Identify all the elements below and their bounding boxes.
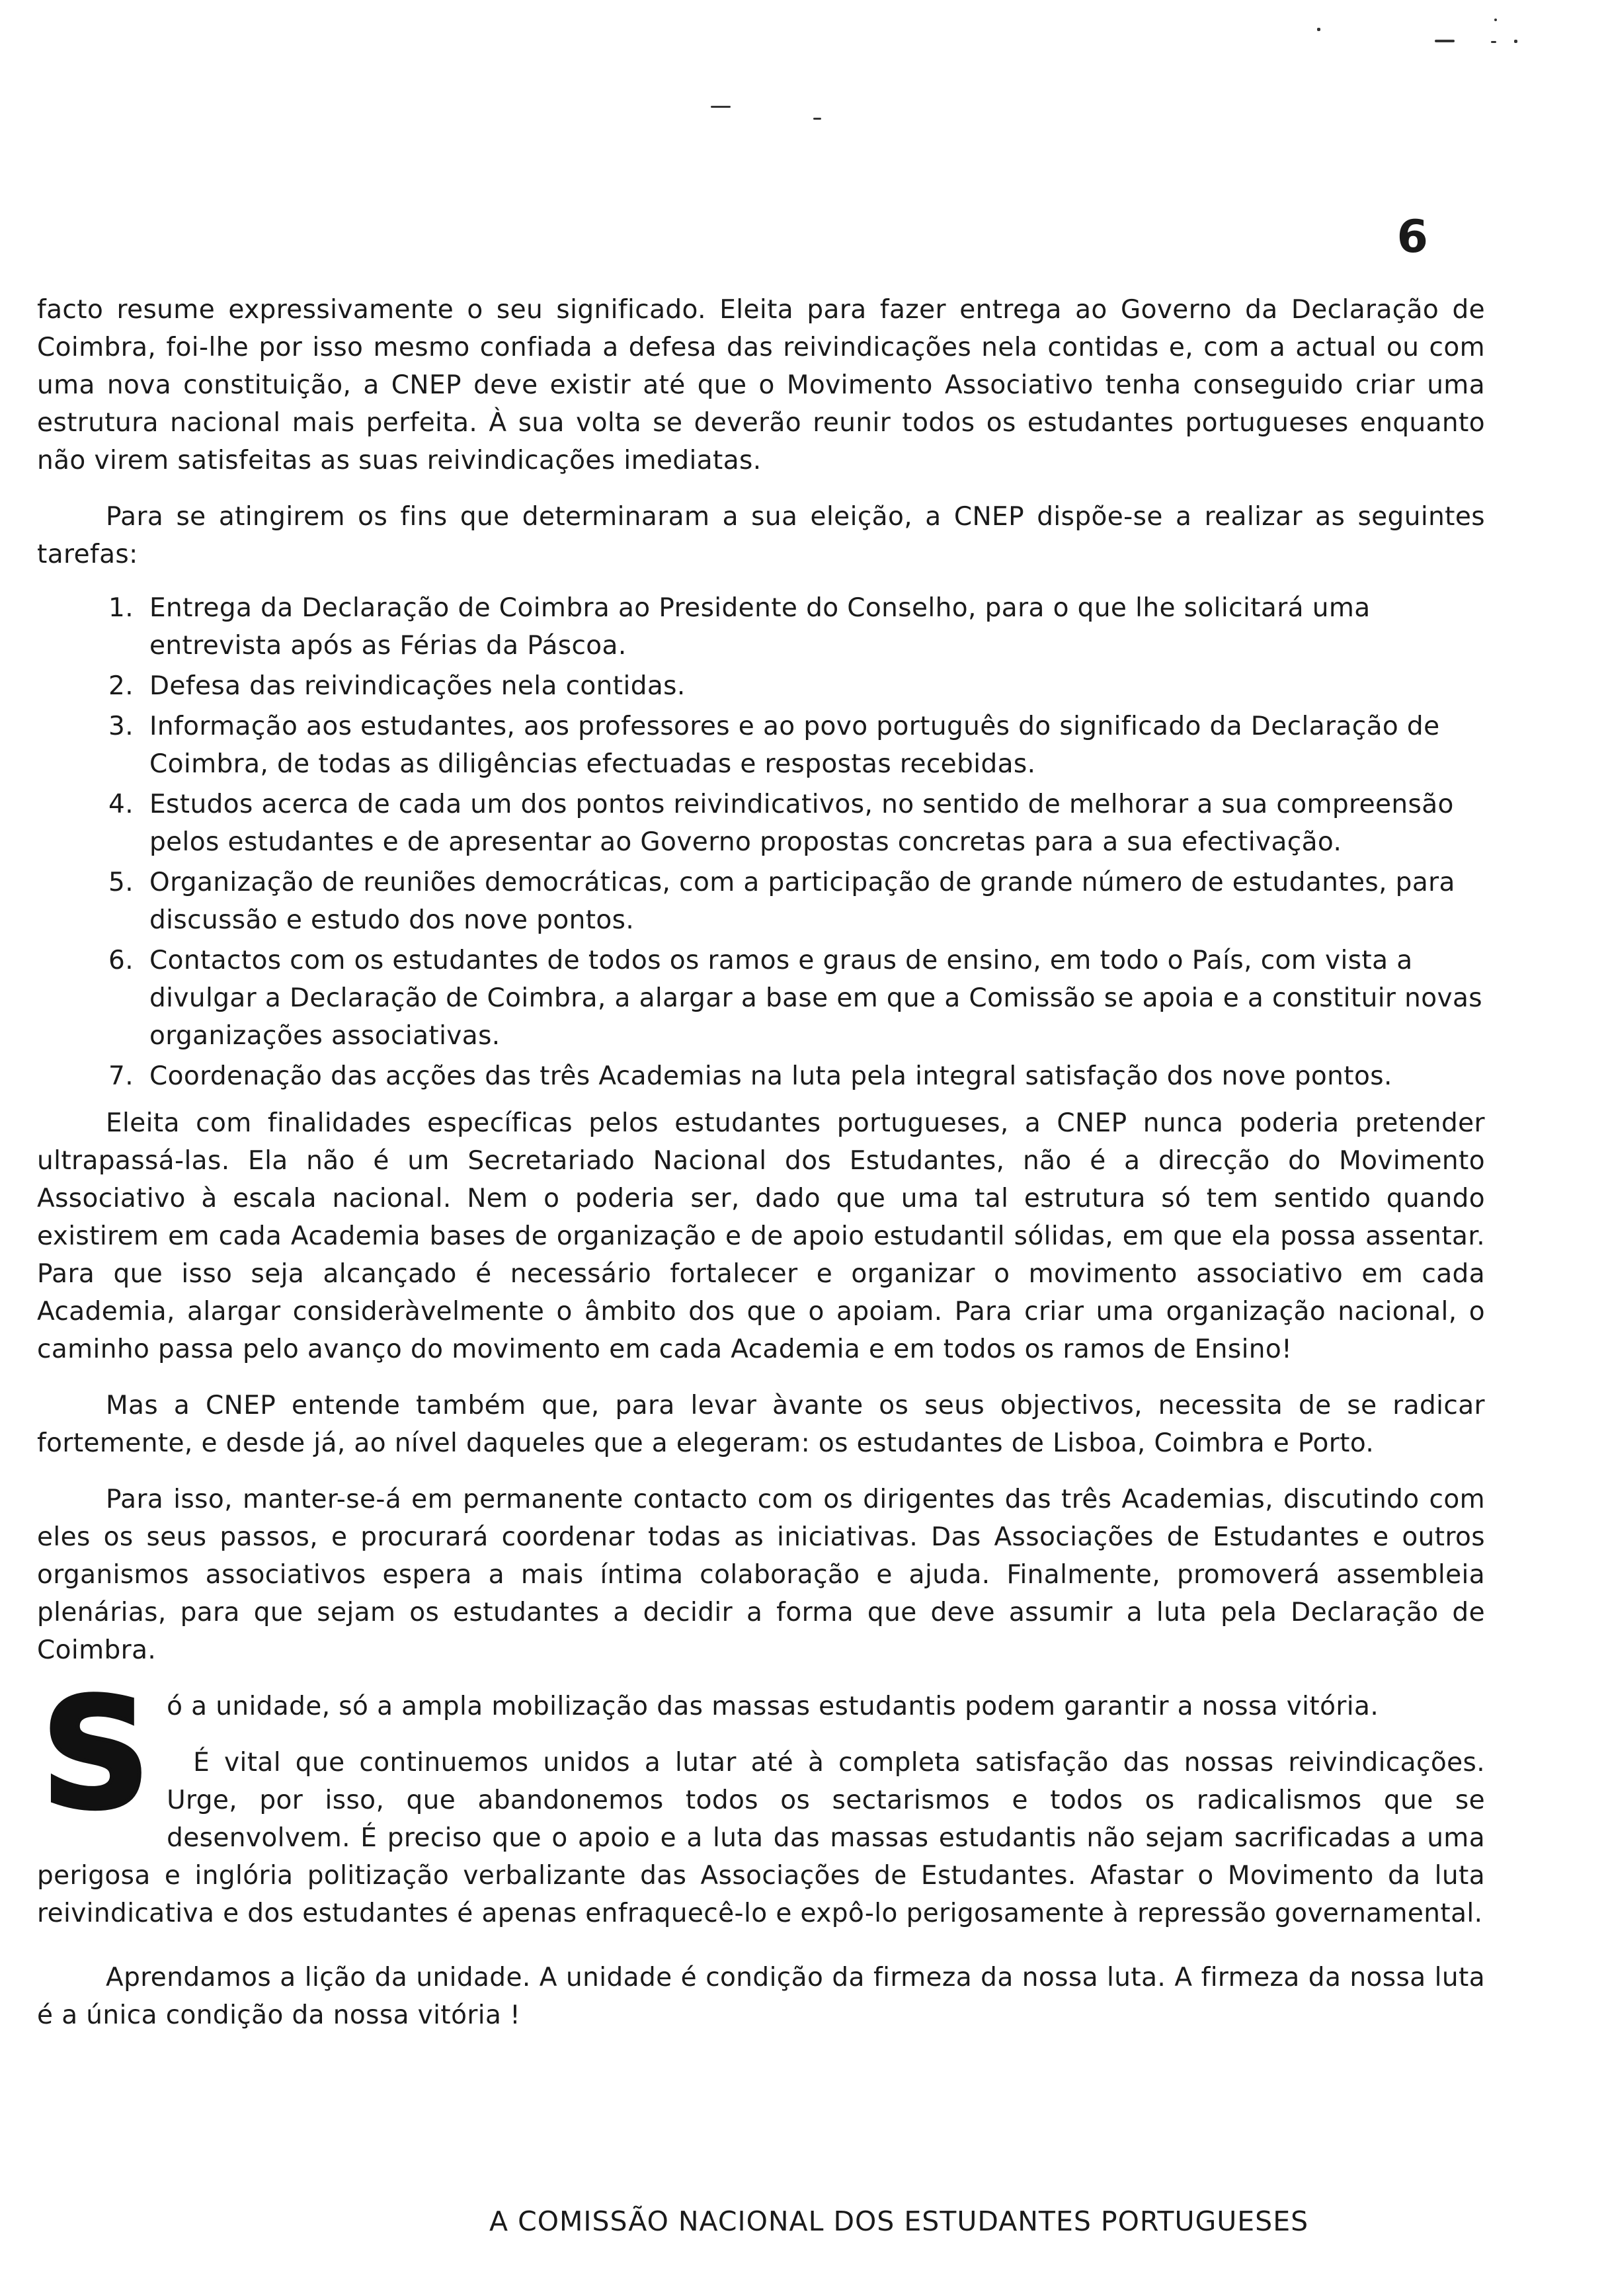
- task-list: [37, 589, 1485, 1095]
- list-item: [108, 942, 1485, 1055]
- page-number: 6: [1396, 211, 1428, 263]
- list-item: [108, 589, 1485, 665]
- list-item-number: 7.: [108, 1061, 134, 1091]
- list-item-text: Estudos acerca de cada um dos pontos reivindicativos, no sentido de melhorar a sua compreensão pelos estudantes e de apresentar ao Governo propostas concretas para a sua efectivação.: [149, 790, 1454, 857]
- list-item-number: 3.: [108, 712, 134, 741]
- scan-speck: [1317, 28, 1320, 31]
- document-body: [37, 291, 1485, 2034]
- scan-speck: [711, 106, 731, 108]
- paragraph: facto resume expressivamente o seu significado. Eleita para fazer entrega ao Governo da Declaração de Coimbra, foi-lhe por isso mesmo confiada a defesa das reivindicações nela contidas e, com a actual ou com uma nova constituição, a CNEP deve existir até que o Movimento Associativo tenha conseguido criar uma estrutura nacional mais perfeita. À sua volta se deverão reunir todos os estudantes portugueses enquanto não virem satisfeitas as suas reivindicações imediatas.: [37, 295, 1485, 475]
- list-item-text: Organização de reuniões democráticas, com a participação de grande número de estudantes, para discussão e estudo dos nove pontos.: [149, 868, 1455, 935]
- list-item-text: Informação aos estudantes, aos professores e ao povo português do significado da Declaração de Coimbra, de todas as diligências efectuadas e respostas recebidas.: [149, 712, 1440, 779]
- paragraph: Aprendamos a lição da unidade. A unidade é condição da firmeza da nossa luta. A firmeza da nossa luta é a única condição da nossa vitória !: [37, 1963, 1485, 2030]
- list-item: [108, 864, 1485, 939]
- list-item: [108, 786, 1485, 861]
- paragraph: Eleita com finalidades específicas pelos estudantes portugueses, a CNEP nunca poderia pretender ultrapassá-las. Ela não é um Secretariado Nacional dos Estudantes, não é a direcção do Movimento Associativo à escala nacional. Nem o poderia ser, dado que uma tal estrutura só tem sentido quando existirem em cada Academia bases de organização e de apoio estudantil sólidas, em que ela possa assentar. Para que isso seja alcançado é necessário fortalecer e organizar o movimento associativo em cada Academia, alargar consideràvelmente o âmbito dos que o apoiam. Para criar uma organização nacional, o caminho passa pelo avanço do movimento em cada Academia e em todos os ramos de Ensino!: [37, 1108, 1485, 1364]
- paragraph-lead-line: ó a unidade, só a ampla mobilização das massas estudantis podem garantir a nossa vitória.: [167, 1692, 1379, 1721]
- list-item-text: Coordenação das acções das três Academias na luta pela integral satisfação dos nove pontos.: [149, 1061, 1392, 1091]
- list-item: [108, 667, 1485, 705]
- scan-speck: [1494, 19, 1497, 21]
- list-item-number: 2.: [108, 671, 134, 701]
- paragraph: Para se atingirem os fins que determinaram a sua eleição, a CNEP dispõe-se a realizar as seguintes tarefas:: [37, 502, 1485, 569]
- scan-speck: [1514, 40, 1517, 43]
- closing-section: [37, 1666, 1485, 1932]
- list-item-text: Entrega da Declaração de Coimbra ao Presidente do Conselho, para o que lhe solicitará uma entrevista após as Férias da Páscoa.: [149, 593, 1371, 661]
- list-item-number: 6.: [108, 946, 134, 975]
- list-item-number: 5.: [108, 868, 134, 897]
- scan-speck: [813, 118, 821, 120]
- paragraph: Mas a CNEP entende também que, para levar àvante os seus objectivos, necessita de se radicar fortemente, e desde já, ao nível daqueles que a elegeram: os estudantes de Lisboa, Coimbra e Porto.: [37, 1391, 1485, 1458]
- list-item-number: 1.: [108, 593, 134, 623]
- drop-cap-letter: S: [41, 1666, 151, 1843]
- list-item-text: Contactos com os estudantes de todos os ramos e graus de ensino, em todo o País, com vista a divulgar a Declaração de Coimbra, a alargar a base em que a Comissão se apoia e a constituir novas organizações associativas.: [149, 946, 1483, 1051]
- signature: A COMISSÃO NACIONAL DOS ESTUDANTES PORTUGUESES: [489, 2205, 1309, 2237]
- paragraph: Para isso, manter-se-á em permanente contacto com os dirigentes das três Academias, discutindo com eles os seus passos, e procurará coordenar todas as iniciativas. Das Associações de Estudantes e outros organismos associativos espera a mais íntima colaboração e ajuda. Finalmente, promoverá assembleia plenárias, para que sejam os estudantes a decidir a forma que deve assumir a luta pela Declaração de Coimbra.: [37, 1485, 1485, 1665]
- list-item-text: Defesa das reivindicações nela contidas.: [149, 671, 686, 701]
- paragraph: É vital que continuemos unidos a lutar até à completa satisfação das nossas reivindicações. Urge, por isso, que abandonemos todos os sectarismos e todos os radicalismos que se desenvolvem. É preciso que o apoio e a luta das massas estudantis não sejam sacrificadas a uma perigosa e inglória politização verbalizante das Associações de Estudantes. Afastar o Movimento da luta reivindicativa e dos estudantes é apenas enfraquecê-lo e expô-lo perigosamente à repressão governamental.: [37, 1748, 1485, 1928]
- list-item: [108, 708, 1485, 783]
- list-item-number: 4.: [108, 790, 134, 819]
- list-item: [108, 1057, 1485, 1095]
- scan-speck: [1435, 40, 1455, 42]
- scan-speck: [1491, 41, 1496, 43]
